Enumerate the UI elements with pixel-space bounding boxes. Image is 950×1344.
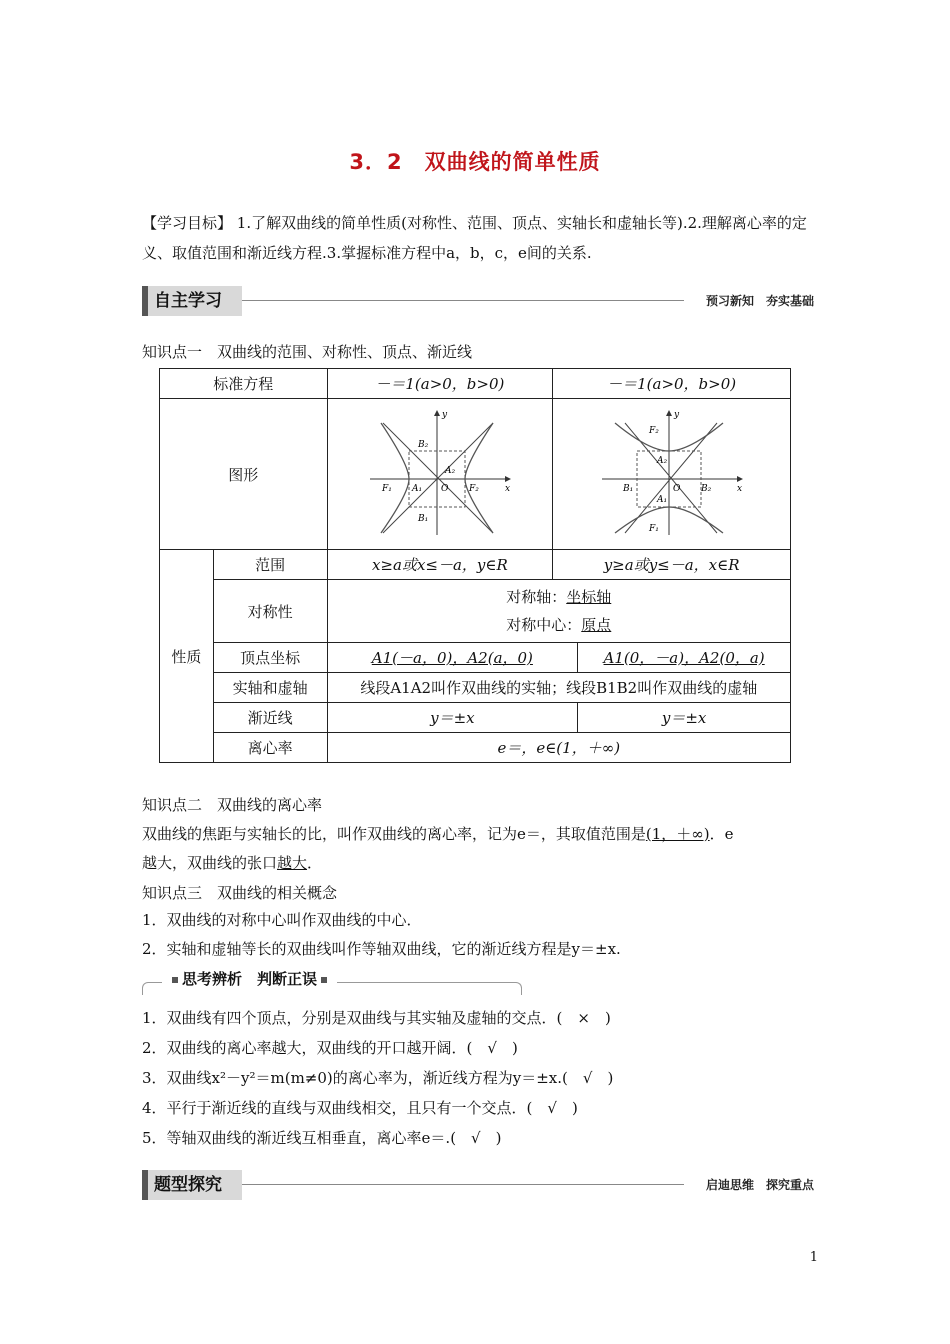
row-axes-label: 实轴和虚轴 bbox=[213, 673, 327, 703]
asymptote-x-axis: y＝±x bbox=[327, 703, 578, 733]
row-asymptote-label: 渐近线 bbox=[213, 703, 327, 733]
section-subtitle: 预习新知 夯实基础 bbox=[705, 294, 814, 308]
list-item: 2．实轴和虚轴等长的双曲线叫作等轴双曲线，它的渐近线方程是y＝±x. bbox=[142, 940, 621, 958]
list-item: 1．双曲线的对称中心叫作双曲线的中心． bbox=[142, 911, 422, 929]
header-properties: 性质 bbox=[160, 550, 214, 763]
graph-y-hyperbola bbox=[553, 399, 791, 550]
point-f1-label: F₁ bbox=[381, 484, 392, 494]
origin-label: O bbox=[672, 484, 681, 494]
point-b1-label: B₁ bbox=[417, 514, 429, 524]
properties-table bbox=[159, 368, 791, 763]
list-item: 4．平行于渐近线的直线与双曲线相交，且只有一个交点．( √ ) bbox=[142, 1099, 578, 1117]
point-a2-label: A₂ bbox=[444, 466, 455, 476]
section-header-self-study bbox=[142, 286, 814, 316]
list-item: 3．双曲线x²－y²＝m(m≠0)的离心率为，渐近线方程为y＝±x.( √ ) bbox=[142, 1069, 614, 1087]
think-label: 思考辨析 判断正误 bbox=[182, 970, 318, 988]
page-number: 1 bbox=[809, 1250, 818, 1265]
row-vertex-label: 顶点坐标 bbox=[213, 643, 327, 673]
header-graph: 图形 bbox=[160, 399, 328, 550]
square-bullet-icon bbox=[321, 977, 327, 983]
range-x-axis: x≥a或x≤－a，y∈R bbox=[327, 550, 553, 580]
asymptote-y-axis: y＝±x bbox=[578, 703, 791, 733]
point-b2-label: B₂ bbox=[417, 440, 429, 450]
knowledge-point-2-text: 双曲线的焦距与实轴长的比，叫作双曲线的离心率，记为e＝，其取值范围是(1，＋∞)．e 越大，双曲线的张口越大． bbox=[142, 825, 734, 872]
graph-x-hyperbola bbox=[327, 399, 553, 550]
list-item: 1．双曲线有四个顶点，分别是双曲线与其实轴及虚轴的交点．( × ) bbox=[142, 1009, 611, 1027]
section-subtitle: 启迪思维 探究重点 bbox=[705, 1178, 814, 1192]
knowledge-point-1-title: 知识点一 双曲线的范围、对称性、顶点、渐近线 bbox=[142, 343, 473, 361]
square-bullet-icon bbox=[172, 977, 178, 983]
section-tab: 自主学习 bbox=[142, 286, 242, 316]
objective-label: 【学习目标】 bbox=[142, 214, 233, 232]
equation-x-axis: －＝1(a>0，b>0) bbox=[327, 369, 553, 399]
point-a1-label: A₁ bbox=[411, 484, 422, 494]
header-standard-equation: 标准方程 bbox=[160, 369, 328, 399]
list-item: 2．双曲线的离心率越大，双曲线的开口越开阔．( √ ) bbox=[142, 1039, 518, 1057]
eccentricity-value: e＝，e∈(1，＋∞) bbox=[327, 733, 790, 763]
axis-y-label: y bbox=[673, 410, 679, 420]
knowledge-point-3-title: 知识点三 双曲线的相关概念 bbox=[142, 884, 338, 902]
point-b2-label: B₂ bbox=[700, 484, 711, 494]
page-title: 3．2 双曲线的简单性质 bbox=[349, 150, 601, 174]
point-a2-label: A₂ bbox=[656, 456, 667, 466]
point-f2-label: F₂ bbox=[648, 426, 659, 436]
section-divider bbox=[242, 300, 684, 301]
learning-objectives bbox=[142, 208, 814, 268]
range-y-axis: y≥a或y≤－a，x∈R bbox=[553, 550, 791, 580]
judgement-questions bbox=[142, 1003, 814, 1153]
axis-x-label: x bbox=[736, 484, 742, 494]
section-tab: 题型探究 bbox=[142, 1170, 242, 1200]
knowledge-point-3-list bbox=[142, 906, 814, 964]
axis-y-label: y bbox=[441, 410, 447, 420]
vertex-y-axis: A1(0，－a)，A2(0，a) bbox=[578, 643, 791, 673]
row-eccentricity-label: 离心率 bbox=[213, 733, 327, 763]
point-f2-label: F₂ bbox=[468, 484, 479, 494]
row-symmetry-label: 对称性 bbox=[213, 580, 327, 643]
axis-x-label: x bbox=[504, 484, 510, 494]
section-header-question-types bbox=[142, 1170, 814, 1200]
origin-label: O bbox=[440, 484, 449, 494]
point-a1-label: A₁ bbox=[656, 495, 667, 505]
list-item: 5．等轴双曲线的渐近线互相垂直，离心率e＝.( √ ) bbox=[142, 1129, 502, 1147]
point-f1-label: F₁ bbox=[648, 524, 659, 534]
equation-y-axis: －＝1(a>0，b>0) bbox=[553, 369, 791, 399]
hyperbola-x-figure bbox=[365, 407, 515, 537]
knowledge-point-2-title: 知识点二 双曲线的离心率 bbox=[142, 796, 323, 814]
row-range-label: 范围 bbox=[213, 550, 327, 580]
section-divider bbox=[242, 1184, 684, 1185]
objective-text: 1.了解双曲线的简单性质(对称性、范围、顶点、实轴长和虚轴长等).2.理解离心率的定义、取值范围和渐近线方程.3.掌握标准方程中a，b，c，e间的关系. bbox=[142, 214, 807, 262]
vertex-x-axis: A1(－a，0)，A2(a，0) bbox=[327, 643, 578, 673]
think-header bbox=[142, 968, 522, 994]
point-b1-label: B₁ bbox=[622, 484, 633, 494]
symmetry-value: 对称轴：坐标轴 对称中心：原点 bbox=[327, 580, 790, 643]
axes-value: 线段A1A2叫作双曲线的实轴；线段B1B2叫作双曲线的虚轴 bbox=[327, 673, 790, 703]
hyperbola-y-figure bbox=[597, 407, 747, 537]
